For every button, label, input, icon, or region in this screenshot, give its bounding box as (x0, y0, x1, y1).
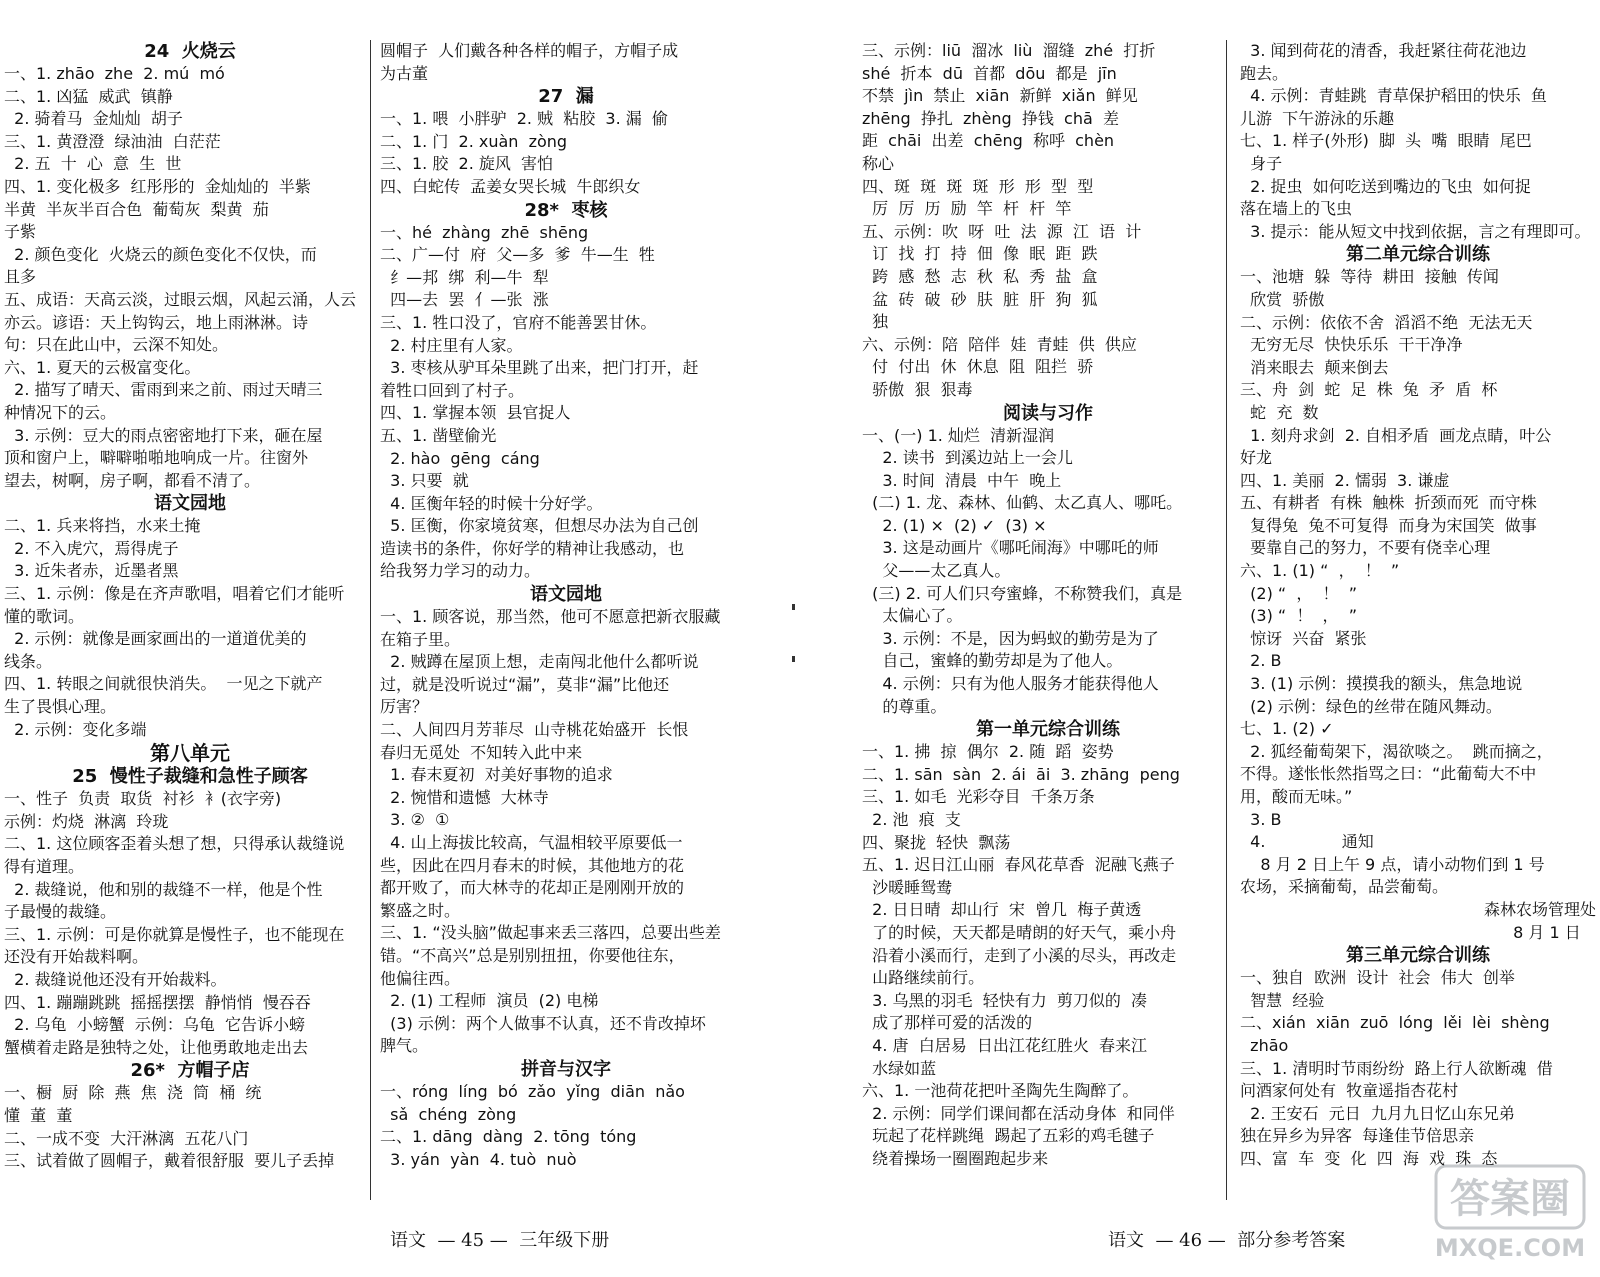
answer-line: 二、1. 凶猛 威武 镇静 (4, 86, 173, 106)
answer-line: 3. 闻到荷花的清香，我赶紧往荷花池边 (1240, 41, 1527, 60)
answer-line: 三、1. 示例：像是在齐声歌唱，唱着它们才能听 (4, 584, 345, 604)
answer-line: 五、1. 迟日江山丽 春风花草香 泥融飞燕子 (862, 855, 1175, 875)
answer-line: 3. 乌黑的羽毛 轻快有力 剪刀似的 凑 (862, 990, 1148, 1010)
section-heading: 森林农场管理处 (1483, 899, 1596, 919)
answer-line: 句：只在此山中，云深不知处。 (4, 335, 229, 355)
answer-line: 圆帽子 人们戴各种各样的帽子，方帽子成 (380, 41, 679, 60)
answer-line: 厉害？ (380, 697, 429, 717)
answer-line: 2. 村庄里有人家。 (380, 335, 523, 355)
section-heading: 语文园地 (530, 584, 602, 606)
answer-line: 3. 这是动画片《哪吒闹海》中哪吒的师 (862, 538, 1159, 558)
answer-line: 2. 裁缝说他还没有开始裁料。 (4, 969, 227, 989)
answer-line: 2. 示例：变化多端 (4, 719, 147, 739)
section-heading: 拼音与汉字 (521, 1058, 611, 1080)
answer-line: 一、1. zhāo zhe 2. mú mó (4, 64, 225, 83)
answer-line: 一、(一) 1. 灿烂 清新湿润 (862, 425, 1055, 445)
answer-line: 4. 示例：只有为他人服务才能获得他人 (862, 674, 1159, 694)
section-heading: 8 月 1 日 (1513, 922, 1596, 942)
answer-line: 着牲口回到了村子。 (380, 380, 525, 400)
answer-line: 2. 狐经葡萄架下，渴欲啖之。 跳而摘之， (1240, 741, 1553, 761)
answer-line: 4. 示例：青蛙跳 青草保护稻田的快乐 鱼 (1240, 86, 1547, 106)
answer-line: 四、白蛇传 孟姜女哭长城 牛郎织女 (380, 176, 641, 196)
answer-line: sǎ chéng zòng (380, 1104, 517, 1124)
answer-line: 沙暖睡鸳鸯 (862, 877, 953, 897)
column-divider (370, 40, 371, 1200)
answer-line: 独 (862, 312, 889, 332)
answer-column-3 (862, 40, 1234, 1171)
answer-line: 四、1. 美丽 2. 懦弱 3. 谦虚 (1240, 470, 1450, 490)
answer-line: 3. 只要 就 (380, 471, 469, 491)
answer-line: 他偏往西。 (380, 968, 461, 988)
answer-line: 四、1. 掌握本领 县官捉人 (380, 403, 571, 423)
section-heading: 25 慢性子裁缝和急性子顾客 (72, 766, 308, 788)
answer-line: 错。“不高兴”总是别别扭扭，你要他往东， (380, 945, 685, 965)
answer-line: 消来眼去 颠来倒去 (1240, 357, 1389, 377)
answer-line: 三、1. “没头脑”做起事来丢三落四，总要出些差 (380, 923, 721, 943)
answer-line: 2. 惋惜和遗憾 大林寺 (380, 787, 549, 807)
answer-line: 身子 (1240, 153, 1283, 173)
answer-line: 2. 贼蹲在屋顶上想，走南闯北他什么都听说 (380, 652, 699, 672)
answer-line: 一、1. 拂 掠 偶尔 2. 随 蹈 姿势 (862, 742, 1114, 762)
answer-line: (2) “ ， ！ ” (1240, 583, 1358, 603)
answer-line: 3. B (1240, 809, 1282, 829)
answer-line: (3) 示例：两个人做事不认真，还不肯改掉坏 (380, 1013, 706, 1033)
answer-line: 二、1. sān sàn 2. ái āi 3. zhāng peng (862, 764, 1180, 784)
answer-line: (2) 示例：绿色的丝带在随风舞动。 (1240, 696, 1502, 716)
watermark-text-bottom: MXQE.COM (1434, 1234, 1586, 1262)
answer-line: 七、1. 样子(外形) 脚 头 嘴 眼睛 尾巴 (1240, 131, 1532, 151)
answer-line: 2. 日日晴 却山行 宋 曾几 梅子黄透 (862, 900, 1142, 920)
section-heading: 第八单元 (150, 741, 230, 766)
answer-line: 太偏心了。 (862, 606, 963, 626)
answer-line: 二、xián xiān zuō lóng lěi lèi shèng (1240, 1013, 1550, 1033)
answer-line: 三、1. 黄澄澄 绿油油 白茫茫 (4, 131, 221, 151)
answer-line: 一、róng líng bó zǎo yǐng diān nǎo (380, 1081, 685, 1101)
answer-line: zhāo (1240, 1035, 1289, 1055)
answer-line: 不得。遂怅怅然指骂之曰：“此葡萄大不中 (1240, 764, 1537, 784)
answer-line: 的尊重。 (862, 696, 947, 716)
answer-line: 三、1. 如毛 光彩夺目 千条万条 (862, 787, 1095, 807)
answer-line: 给我努力学习的动力。 (380, 561, 541, 581)
answer-line: 2. (1) 工程师 演员 (2) 电梯 (380, 991, 599, 1011)
answer-line: 盆 砖 破 砂 肤 脏 肝 狗 狐 (862, 289, 1098, 309)
page-mark (792, 604, 795, 610)
answer-line: 种情况下的云。 (4, 402, 117, 422)
answer-line: 问酒家何处有 牧童遥指杏花村 (1240, 1081, 1459, 1101)
answer-line: 纟—邦 绑 利—牛 犁 (380, 267, 549, 287)
answer-line: 跑去。 (1240, 63, 1289, 83)
answer-line: 3. 时间 清晨 中午 晚上 (862, 470, 1062, 490)
answer-line: 农场，采摘葡萄，品尝葡萄。 (1240, 877, 1449, 897)
answer-line: 懂的歌词。 (4, 606, 85, 626)
answer-line: 3. yán yàn 4. tuò nuò (380, 1149, 577, 1169)
answer-line: 四、富 车 变 化 四 海 戏 珠 态 (1240, 1148, 1498, 1168)
section-heading: 24 火烧云 (144, 41, 236, 62)
answer-line: 亦云。谚语：天上钩钩云，地上雨淋淋。诗 (4, 312, 309, 332)
answer-line: 六、1. 夏天的云极富变化。 (4, 357, 201, 377)
answer-line: 儿游 下午游泳的乐趣 (1240, 108, 1395, 128)
answer-line: 跨 感 愁 志 秋 私 秀 盐 盒 (862, 266, 1098, 286)
answer-line: 二、人间四月芳菲尽 山寺桃花始盛开 长恨 (380, 720, 689, 740)
answer-line: 三、示例：liū 溜冰 liù 溜缝 zhé 打折 (862, 41, 1156, 60)
answer-line: 3. 示例：豆大的雨点密密地打下来，砸在屋 (4, 425, 323, 445)
answer-line: 独在异乡为异客 每逢佳节倍思亲 (1240, 1126, 1475, 1146)
section-heading: 27 漏 (538, 86, 594, 108)
answer-line: 了的时候，天天都是晴朗的好天气，乘小舟 (862, 922, 1177, 942)
answer-line: 三、舟 剑 蛇 足 株 兔 矛 盾 杯 (1240, 380, 1498, 400)
answer-line: 一、橱 厨 除 燕 焦 浇 筒 桶 统 (4, 1083, 262, 1103)
answer-line: 自己，蜜蜂的勤劳却是为了他人。 (862, 651, 1123, 671)
answer-line: 四、聚拢 轻快 飘荡 (862, 832, 1011, 852)
answer-line: 4. 通知 (1240, 832, 1374, 852)
answer-line: 2. 池 痕 支 (862, 810, 961, 829)
answer-line: 父——太乙真人。 (862, 561, 1011, 581)
answer-line: 五、1. 凿壁偷光 (380, 425, 497, 445)
answer-line: 都开败了，而大林寺的花却正是刚刚开放的 (380, 878, 685, 898)
section-heading: 28* 枣核 (524, 199, 608, 221)
answer-line: 一、池塘 躲 等待 耕田 接触 传闻 (1240, 267, 1499, 287)
answer-line: 且多 (4, 267, 37, 287)
answer-line: 四、1. 转眼之间就很快消失。 一见之下就产 (4, 674, 323, 694)
answer-line: 2. hào gēng cáng (380, 448, 540, 468)
answer-line: 示例：灼烧 淋漓 玲珑 (4, 811, 169, 831)
answer-line: (3) “ ！ ， ” (1240, 606, 1358, 626)
answer-line: 四、1. 变化极多 红彤彤的 金灿灿的 半紫 (4, 176, 311, 196)
answer-line: 二、一成不变 大汗淋漓 五花八门 (4, 1128, 249, 1148)
answer-line: 无穷无尽 快快乐乐 干干净净 (1240, 335, 1463, 355)
answer-line: 水绿如蓝 (862, 1058, 937, 1078)
answer-line: 3. 近朱者赤，近墨者黑 (4, 561, 179, 581)
answer-line: 春归无觅处 不知转入此中来 (380, 742, 583, 762)
answer-line: 玩起了花样跳绳 踢起了五彩的鸡毛毽子 (862, 1126, 1155, 1146)
answer-line: 七、1. (2) ✓ (1240, 719, 1334, 739)
answer-line: 2. 骑着马 金灿灿 胡子 (4, 109, 183, 129)
section-heading: 第一单元综合训练 (976, 719, 1120, 741)
answer-line: 落在墙上的飞虫 (1240, 199, 1353, 219)
answer-line: 三、1. 胶 2. 旋风 害怕 (380, 154, 554, 174)
watermark-logo (1430, 1160, 1590, 1270)
answer-line: 4. 唐 白居易 日出江花红胜火 春来江 (862, 1035, 1148, 1055)
answer-line: 三、1. 示例：可是你就算是慢性子，也不能现在 (4, 924, 345, 944)
answer-line: 六、1. 一池荷花把叶圣陶先生陶醉了。 (862, 1081, 1139, 1101)
answer-line: 四、斑 斑 斑 斑 形 形 型 型 (862, 176, 1094, 196)
answer-line: 成了那样可爱的活泼的 (862, 1013, 1033, 1033)
answer-line: 六、示例：陪 陪伴 娃 青蛙 供 供应 (862, 334, 1137, 354)
answer-column-4 (1240, 40, 1596, 1171)
answer-line: 8 月 2 日上午 9 点，请小动物们到 1 号 (1240, 854, 1545, 874)
answer-line: 山路继续前行。 (862, 968, 985, 988)
answer-line: 用，酸而无味。” (1240, 787, 1353, 806)
answer-line: 二、1. 这位顾客歪着头想了想，只得承认裁缝说 (4, 834, 345, 854)
answer-line: 一、hé zhàng zhē shēng (380, 222, 589, 242)
answer-line: 一、1. 喂 小胖驴 2. 贼 粘胶 3. 漏 偷 (380, 109, 668, 129)
answer-line: 3. 提示：能从短文中找到依据，言之有理即可。 (1240, 221, 1591, 241)
watermark-text-top: 答案圈 (1450, 1176, 1570, 1222)
answer-line: 厉 厉 历 励 竿 杆 杆 竿 (862, 199, 1072, 219)
answer-line: (三) 2. 可人们只夸蜜蜂，不称赞我们，真是 (862, 583, 1183, 603)
answer-line: 2. B (1240, 651, 1282, 671)
answer-line: (二) 1. 龙、森林、仙鹤、太乙真人、哪吒。 (862, 493, 1183, 513)
section-heading: 语文园地 (154, 493, 226, 515)
answer-line: 2. 读书 到溪边站上一会儿 (862, 448, 1073, 468)
answer-line: 2. 裁缝说，他和别的裁缝不一样，他是个性 (4, 879, 323, 899)
answer-line: 沿着小溪而行，走到了小溪的尽头，再改走 (862, 945, 1177, 965)
answer-line: 蛇 充 数 (1240, 402, 1319, 422)
answer-line: 距 chāi 出差 chēng 称呼 chèn (862, 131, 1115, 151)
answer-line: 1. 刻舟求剑 2. 自相矛盾 画龙点睛，叶公 (1240, 425, 1552, 445)
answer-line: 2. 王安石 元日 九月九日忆山东兄弟 (1240, 1103, 1515, 1123)
answer-line: 3. 示例：不是，因为蚂蚁的勤劳是为了 (862, 628, 1159, 648)
answer-line: 骄傲 狠 狠毒 (862, 379, 973, 399)
answer-line: 四、1. 蹦蹦跳跳 摇摇摆摆 静悄悄 慢吞吞 (4, 992, 311, 1012)
answer-line: 二、1. 门 2. xuàn zòng (380, 131, 568, 151)
answer-line: 一、性子 负责 取货 衬衫 衤(衣字旁) (4, 789, 282, 809)
section-heading: 阅读与习作 (1003, 402, 1093, 424)
answer-line: 付 付出 休 休息 阻 阻拦 骄 (862, 357, 1094, 377)
answer-line: 生了畏惧心理。 (4, 697, 117, 717)
answer-line: 2. (1) × (2) ✓ (3) × (862, 515, 1047, 535)
answer-line: 半黄 半灰半百合色 葡萄灰 梨黄 茄 (4, 199, 269, 219)
answer-line: 复得兔 兔不可复得 而身为宋国笑 做事 (1240, 515, 1537, 535)
answer-column-2 (380, 40, 752, 1171)
section-heading: 26* 方帽子店 (130, 1060, 250, 1082)
answer-line: 二、1. 兵来将挡，水来土掩 (4, 516, 201, 536)
answer-line: 1. 春末夏初 对美好事物的追求 (380, 765, 613, 785)
answer-line: 2. 描写了晴天、雷雨到来之前、雨过天晴三 (4, 380, 323, 400)
answer-line: 懂 董 董 (4, 1105, 73, 1125)
answer-line: 好龙 (1240, 448, 1273, 468)
answer-line: 绕着操场一圈圈跑起步来 (862, 1148, 1049, 1168)
answer-line: 订 找 打 持 佃 像 眠 距 跌 (862, 244, 1098, 264)
answer-line: 3. (1) 示例：摸摸我的额头，焦急地说 (1240, 674, 1523, 694)
answer-line: 3. ② ① (380, 810, 450, 830)
answer-line: 二、广—付 府 父—多 爹 牛—生 牲 (380, 245, 655, 265)
page-footer-left: 语文 — 45 — 三年级下册 (390, 1230, 610, 1251)
answer-line: 称心 (862, 153, 895, 173)
answer-line: shé 折本 dū 首都 dōu 都是 jīn (862, 63, 1117, 83)
answer-line: 造读书的条件，你好学的精神让我感动，也 (380, 538, 685, 558)
answer-line: 三、试着做了圆帽子，戴着很舒服 要儿子丢掉 (4, 1151, 335, 1171)
answer-column-1 (4, 40, 376, 1173)
answer-line: 2. 示例：同学们课间都在活动身体 和同伴 (862, 1103, 1175, 1123)
answer-line: 繁盛之时。 (380, 900, 461, 920)
answer-line: 2. 乌龟 小螃蟹 示例：乌龟 它告诉小螃 (4, 1015, 306, 1035)
answer-line: 二、示例：依依不舍 滔滔不绝 无法无天 (1240, 312, 1533, 332)
answer-line: 子紫 (4, 222, 37, 242)
answer-line: 还没有开始裁料啊。 (4, 947, 149, 967)
answer-line: 2. 五 十 心 意 生 世 (4, 154, 182, 174)
page-mark (792, 656, 795, 662)
answer-line: 六、1. (1) “ ， ！ ” (1240, 561, 1400, 581)
answer-line: 一、1. 顾客说，那当然，他可不愿意把新衣服藏 (380, 607, 721, 627)
answer-line: 4. 匡衡年轻的时候十分好学。 (380, 493, 603, 513)
answer-line: 五、示例：吹 呀 吐 法 源 江 语 计 (862, 221, 1142, 241)
answer-line: 些，因此在四月春末的时候，其他地方的花 (380, 855, 685, 875)
answer-line: 智慧 经验 (1240, 990, 1325, 1010)
answer-line: 得有道理。 (4, 857, 85, 876)
answer-line: 线条。 (4, 651, 53, 671)
answer-line: 4. 山上海拔比较高，气温相较平原要低一 (380, 833, 683, 852)
answer-line: 惊讶 兴奋 紧张 (1240, 628, 1367, 648)
answer-line: 顶和窗户上，噼噼啪啪地响成一片。往窗外 (4, 448, 309, 468)
answer-line: 五、成语：天高云淡，过眼云烟，风起云涌，人云 (4, 289, 357, 309)
answer-line: 2. 不入虎穴，焉得虎子 (4, 538, 179, 558)
answer-line: 二、1. dāng dàng 2. tōng tóng (380, 1127, 637, 1147)
answer-line: 过，就是没听说过“漏”，莫非“漏”比他还 (380, 674, 670, 694)
answer-line: 三、1. 牲口没了，官府不能善罢甘休。 (380, 312, 657, 332)
section-heading: 第二单元综合训练 (1346, 244, 1490, 266)
answer-line: 脾气。 (380, 1036, 429, 1056)
answer-line: 要靠自己的努力，不要有侥幸心理 (1240, 538, 1491, 558)
answer-line: 5. 匡衡，你家境贫寒，但想尽办法为自己创 (380, 516, 699, 536)
answer-line: 蟹横着走路是独特之处，让他勇敢地走出去 (4, 1037, 309, 1057)
answer-line: 一、独自 欧洲 设计 社会 伟大 创举 (1240, 968, 1515, 988)
answer-line: 四—去 罢 亻—张 涨 (380, 290, 549, 310)
answer-line: 3. 枣核从驴耳朵里跳了出来，把门打开，赶 (380, 358, 699, 378)
page-footer-right: 语文 — 46 — 部分参考答案 (1108, 1230, 1346, 1251)
answer-line: 欣赏 骄傲 (1240, 289, 1325, 309)
section-heading: 第三单元综合训练 (1346, 945, 1490, 967)
answer-line: 2. 颜色变化 火烧云的颜色变化不仅快，而 (4, 244, 317, 264)
answer-line: 三、1. 清明时节雨纷纷 路上行人欲断魂 借 (1240, 1058, 1553, 1078)
answer-line: zhēng 挣扎 zhèng 挣钱 chā 差 (862, 108, 1119, 128)
answer-line: 不禁 jìn 禁止 xiān 新鲜 xiǎn 鲜见 (862, 86, 1138, 106)
answer-line: 2. 捉虫 如何吃送到嘴边的飞虫 如何捉 (1240, 176, 1531, 196)
answer-line: 子最慢的裁缝。 (4, 902, 117, 922)
answer-line: 为古董 (380, 63, 429, 83)
answer-line: 在箱子里。 (380, 629, 461, 649)
answer-line: 五、有耕者 有株 触株 折颈而死 而守株 (1240, 493, 1537, 513)
column-divider (1226, 40, 1227, 1200)
answer-line: 2. 示例：就像是画家画出的一道道优美的 (4, 629, 307, 649)
answer-line: 望去，树啊，房子啊，都看不清了。 (4, 470, 261, 490)
